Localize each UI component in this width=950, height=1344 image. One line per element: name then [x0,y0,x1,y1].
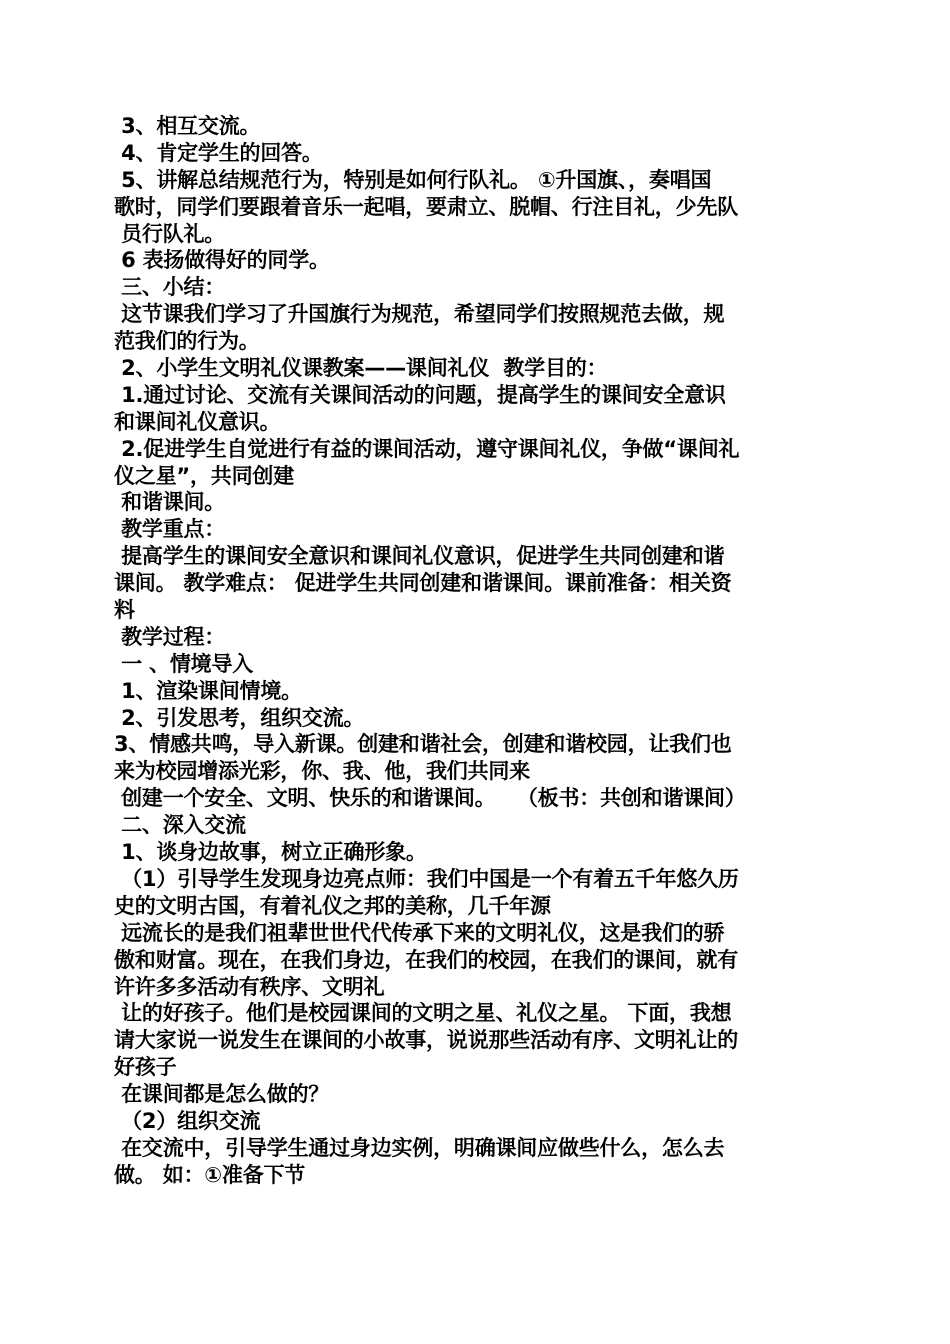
text-line: （1）引导学生发现身边亮点师：我们中国是一个有着五千年悠久历 [114,866,739,891]
text-line: 1、渲染课间情境。 [114,678,302,703]
section-heading: 教学过程： [114,624,226,649]
text-line: 范我们的行为。 [114,329,260,354]
text-line: 课间。 教学难点： 促进学生共同创建和谐课间。课前准备：相关资 [114,571,732,596]
text-line: 这节课我们学习了升国旗行为规范，希望同学们按照规范去做，规 [114,302,725,327]
text-line: 1.通过讨论、交流有关课间活动的问题，提高学生的课间安全意识 [114,382,726,407]
text-line: 员行队礼。 [114,221,226,246]
text-line: 歌时，同学们要跟着音乐一起唱，要肃立、脱帽、行注目礼，少先队 [114,194,738,219]
text-line: 2、引发思考，组织交流。 [114,705,365,730]
text-line: 仪之星”，共同创建 [114,463,295,488]
text-line: 5、讲解总结规范行为，特别是如何行队礼。 ①升国旗、，奏唱国 [114,167,712,192]
text-line: 创建一个安全、文明、快乐的和谐课间。 （板书：共创和谐课间） [114,786,746,811]
text-line: 提高学生的课间安全意识和课间礼仪意识，促进学生共同创建和谐 [114,544,725,569]
text-line: （2）组织交流 [114,1108,261,1133]
text-line: 傲和财富。现在，在我们身边，在我们的校园，在我们的课间，就有 [114,947,738,972]
text-line: 许许多多活动有秩序、文明礼 [114,974,385,999]
text-line: 在交流中，引导学生通过身边实例，明确课间应做些什么，怎么去 [114,1135,725,1160]
text-line: 做。 如：①准备下节 [114,1162,306,1187]
text-line: 3、情感共鸣，导入新课。创建和谐社会，创建和谐校园，让我们也 [114,732,732,757]
section-heading: 二、深入交流 [114,813,246,838]
text-line: 和课间礼仪意识。 [114,409,281,434]
section-heading: 三、小结： [114,275,226,300]
text-line: 3、相互交流。 [114,114,261,138]
section-heading: 教学重点： [114,517,226,542]
text-line: 史的文明古国，有着礼仪之邦的美称，几千年源 [114,893,551,918]
lesson-title: 2、小学生文明礼仪课教案——课间礼仪 教学目的： [114,356,608,381]
text-line: 和谐课间。 [114,490,226,515]
text-line: 远流长的是我们祖辈世世代代传承下来的文明礼仪，这是我们的骄 [114,920,725,945]
text-line: 让的好孩子。他们是校园课间的文明之星、礼仪之星。 下面，我想 [114,1001,732,1026]
text-line: 1、谈身边故事，树立正确形象。 [114,840,427,865]
text-line: 2.促进学生自觉进行有益的课间活动，遵守课间礼仪，争做“课间礼 [114,436,740,461]
text-line: 料 [114,598,135,623]
text-line: 来为校园增添光彩，你、我、他，我们共同来 [114,759,530,784]
text-line: 4、肯定学生的回答。 [114,140,323,165]
section-heading: 一 、情境导入 [114,651,254,676]
document-body [114,113,838,1189]
text-line: 在课间都是怎么做的？ [114,1082,330,1107]
text-line: 好孩子 [114,1055,177,1080]
text-line: 6 表扬做得好的同学。 [114,248,330,273]
text-line: 请大家说一说发生在课间的小故事，说说那些活动有序、文明礼让的 [114,1028,738,1053]
